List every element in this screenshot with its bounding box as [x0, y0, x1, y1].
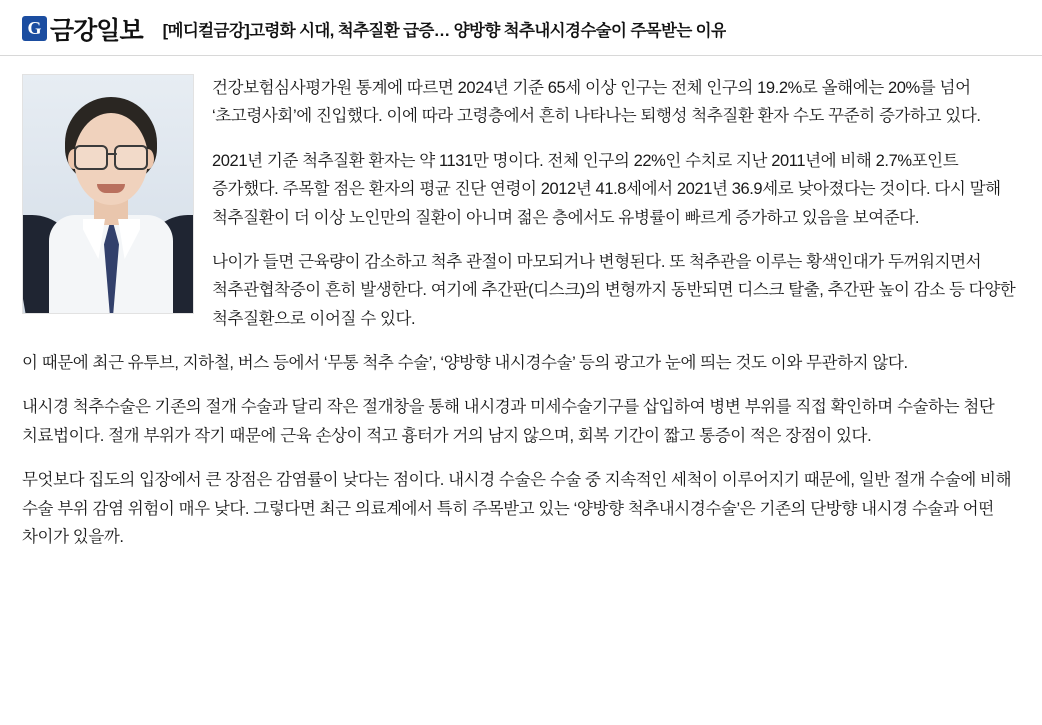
article-paragraph: 무엇보다 집도의 입장에서 큰 장점은 감염률이 낮다는 점이다. 내시경 수술은 수술 중 지속적인 세척이 이루어지기 때문에, 일반 절개 수술에 비해 수술 부위 감염 위험이 매우 낮다. 그렇다면 최근 의료계에서 특히 주목받고 있는 ‘양방향 척추내시경수술’은 기존의 단방향 내시경 수술과 어떤 차이가 있을까.	[22, 471, 1012, 546]
article-body	[0, 56, 1042, 567]
article-paragraph: 이 때문에 최근 유투브, 지하철, 버스 등에서 ‘무통 척추 수술’, ‘양방향 내시경수술’ 등의 광고가 눈에 띄는 것도 이와 무관하지 않다.	[22, 354, 908, 372]
glasses-lens-right	[114, 145, 148, 170]
doctor-portrait-image	[22, 74, 194, 314]
article-paragraph: 나이가 들면 근육량이 감소하고 척추 관절이 마모되거나 변형된다. 또 척추관을 이루는 황색인대가 두꺼워지면서 척추관협착증이 흔히 발생한다. 여기에 추간판(디스크)의 변형까지 동반되면 디스크 탈출, 추간판 높이 감소 등 다양한 척추질환으로 이어질 수 있다.	[212, 252, 1016, 328]
article-paragraph: 내시경 척추수술은 기존의 절개 수술과 달리 작은 절개창을 통해 내시경과 미세수술기구를 삽입하여 병변 부위를 직접 확인하며 수술하는 첨단 치료법이다. 절개 부위가 작기 때문에 근육 손상이 적고 흉터가 거의 남지 않으며, 회복 기간이 짧고 통증이 적은 장점이 있다.	[22, 398, 995, 445]
logo-mark-icon: G	[22, 16, 47, 41]
site-logo[interactable]	[22, 11, 143, 47]
logo-text: 금강일보	[50, 16, 143, 45]
glasses-icon	[72, 145, 150, 167]
glasses-lens-left	[74, 145, 108, 170]
site-header	[0, 0, 1042, 56]
article-paragraph: 2021년 기준 척추질환 환자는 약 1131만 명이다. 전체 인구의 22%인 수치로 지난 2011년에 비해 2.7%포인트 증가했다. 주목할 점은 환자의 평균 진단 연령이 2012년 41.8세에서 2021년 36.9세로 낮아졌다는 것이다. 다시 말해 척추질환이 더 이상 노인만의 질환이 아니며 젊은 층에서도 유병률이 빠르게 증가하고 있음을 보여준다.	[212, 151, 1001, 227]
page-title: [메디컬금강]고령화 시대, 척추질환 급증… 양방향 척추내시경수술이 주목받는 이유	[162, 21, 727, 40]
article-paragraph: 건강보험심사평가원 통계에 따르면 2024년 기준 65세 이상 인구는 전체 인구의 19.2%로 올해에는 20%를 넘어 ‘초고령사회’에 진입했다. 이에 따라 고령층에서 흔히 나타나는 퇴행성 척추질환 환자 수도 꾸준히 증가하고 있다.	[212, 79, 981, 126]
